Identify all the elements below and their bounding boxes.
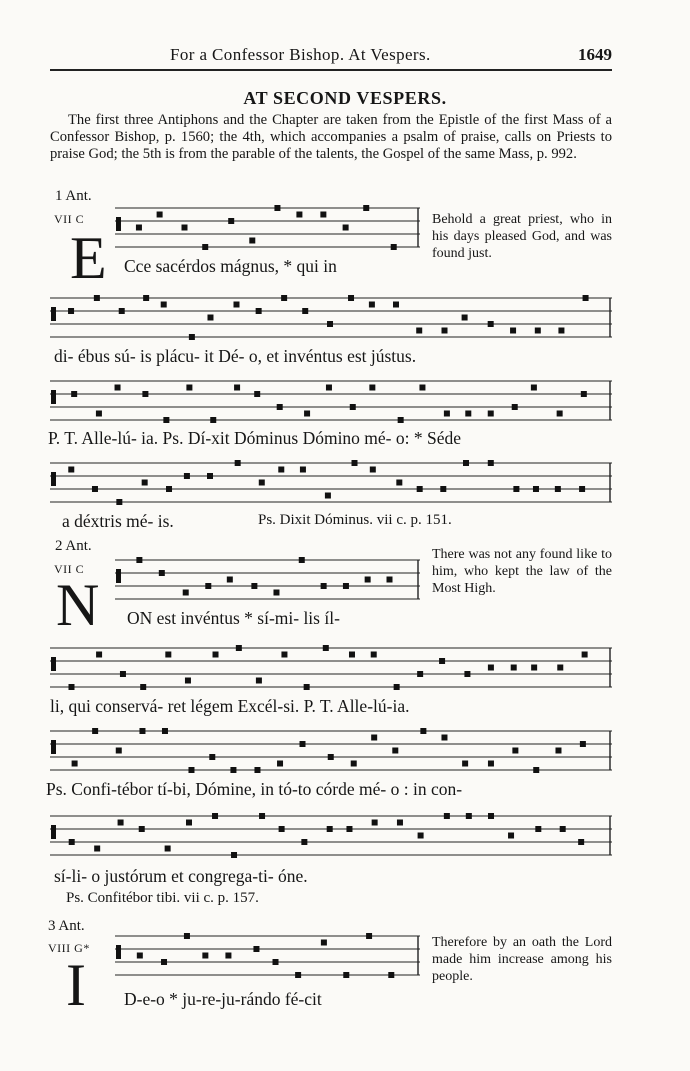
antiphon1-mode: VII C [54, 212, 85, 226]
lyric-line-2: di- ébus sú- is plácu- it Dé- o, et invéntus est jústus. [54, 346, 417, 366]
intro-text: The first three Antiphons and the Chapter are taken from the Epistle of the first Mass of a Confessor Bishop, p. 1560; the 4th, which accompanies a psalm of praise, calls on Priests to praise God; the 5th is from the parable of the talents, the Gospel of the same Mass, p. 992. [50, 112, 612, 162]
antiphon3-translation: Therefore by an oath the Lord made him increase among his people. [432, 935, 612, 984]
antiphon2-translation: There was not any found like to him, who kept the law of the Most High. [432, 547, 612, 596]
lyric-line-9: D-e-o * ju-re-ju-rándo fé-cit [124, 989, 322, 1009]
antiphon1-label: 1 Ant. [55, 188, 92, 204]
antiphon3-mode: VIII G* [48, 941, 90, 955]
antiphon1-initial: E [70, 225, 107, 291]
lyric-line-1: Cce sacérdos mágnus, * qui in [124, 256, 337, 276]
neume [137, 953, 143, 959]
antiphon3-initial: I [66, 952, 86, 1018]
running-title: For a Confessor Bishop. At Vespers. [170, 45, 431, 64]
neume [273, 959, 279, 965]
neume [225, 953, 231, 959]
lyric-line-5: ON est invéntus * sí-mi- lis íl- [127, 608, 340, 628]
section-title: AT SECOND VESPERS. [243, 88, 447, 108]
neume [184, 933, 190, 939]
antiphon2-initial: N [56, 572, 100, 638]
antiphon2-label: 2 Ant. [55, 538, 92, 554]
lyric-line-8: sí-li- o justórum et congrega-ti- óne. [54, 866, 308, 886]
neume [343, 972, 349, 978]
lyric-line-4: a déxtris mé- is. [62, 511, 174, 531]
clef [116, 945, 121, 959]
lyric-line-6: li, qui conservá- ret légem Excél-si. P. T. Alle-lú-ia. [50, 696, 410, 716]
neume [295, 972, 301, 978]
neume [253, 946, 259, 952]
neume [202, 953, 208, 959]
neume [161, 959, 167, 965]
antiphon1-translation: Behold a great priest, who in his days pleased God, and was found just. [432, 212, 612, 261]
antiphon3-label: 3 Ant. [48, 918, 85, 934]
lyric-line-3: P. T. Alle-lú- ia. Ps. Dí-xit Dóminus Dómino mé- o: * Séde [48, 428, 462, 448]
neume [388, 972, 394, 978]
neume [321, 940, 327, 946]
antiphon1-psalm-ref: Ps. Dixit Dóminus. vii c. p. 151. [258, 512, 452, 528]
page-number: 1649 [578, 45, 612, 64]
lyric-line-7: Ps. Confi-tébor tí-bi, Dómine, in tó-to córde mé- o : in con- [46, 779, 463, 799]
antiphon2-psalm-ref: Ps. Confitébor tibi. vii c. p. 157. [66, 890, 259, 906]
antiphon2-mode: VII C [54, 562, 85, 576]
neume [366, 933, 372, 939]
